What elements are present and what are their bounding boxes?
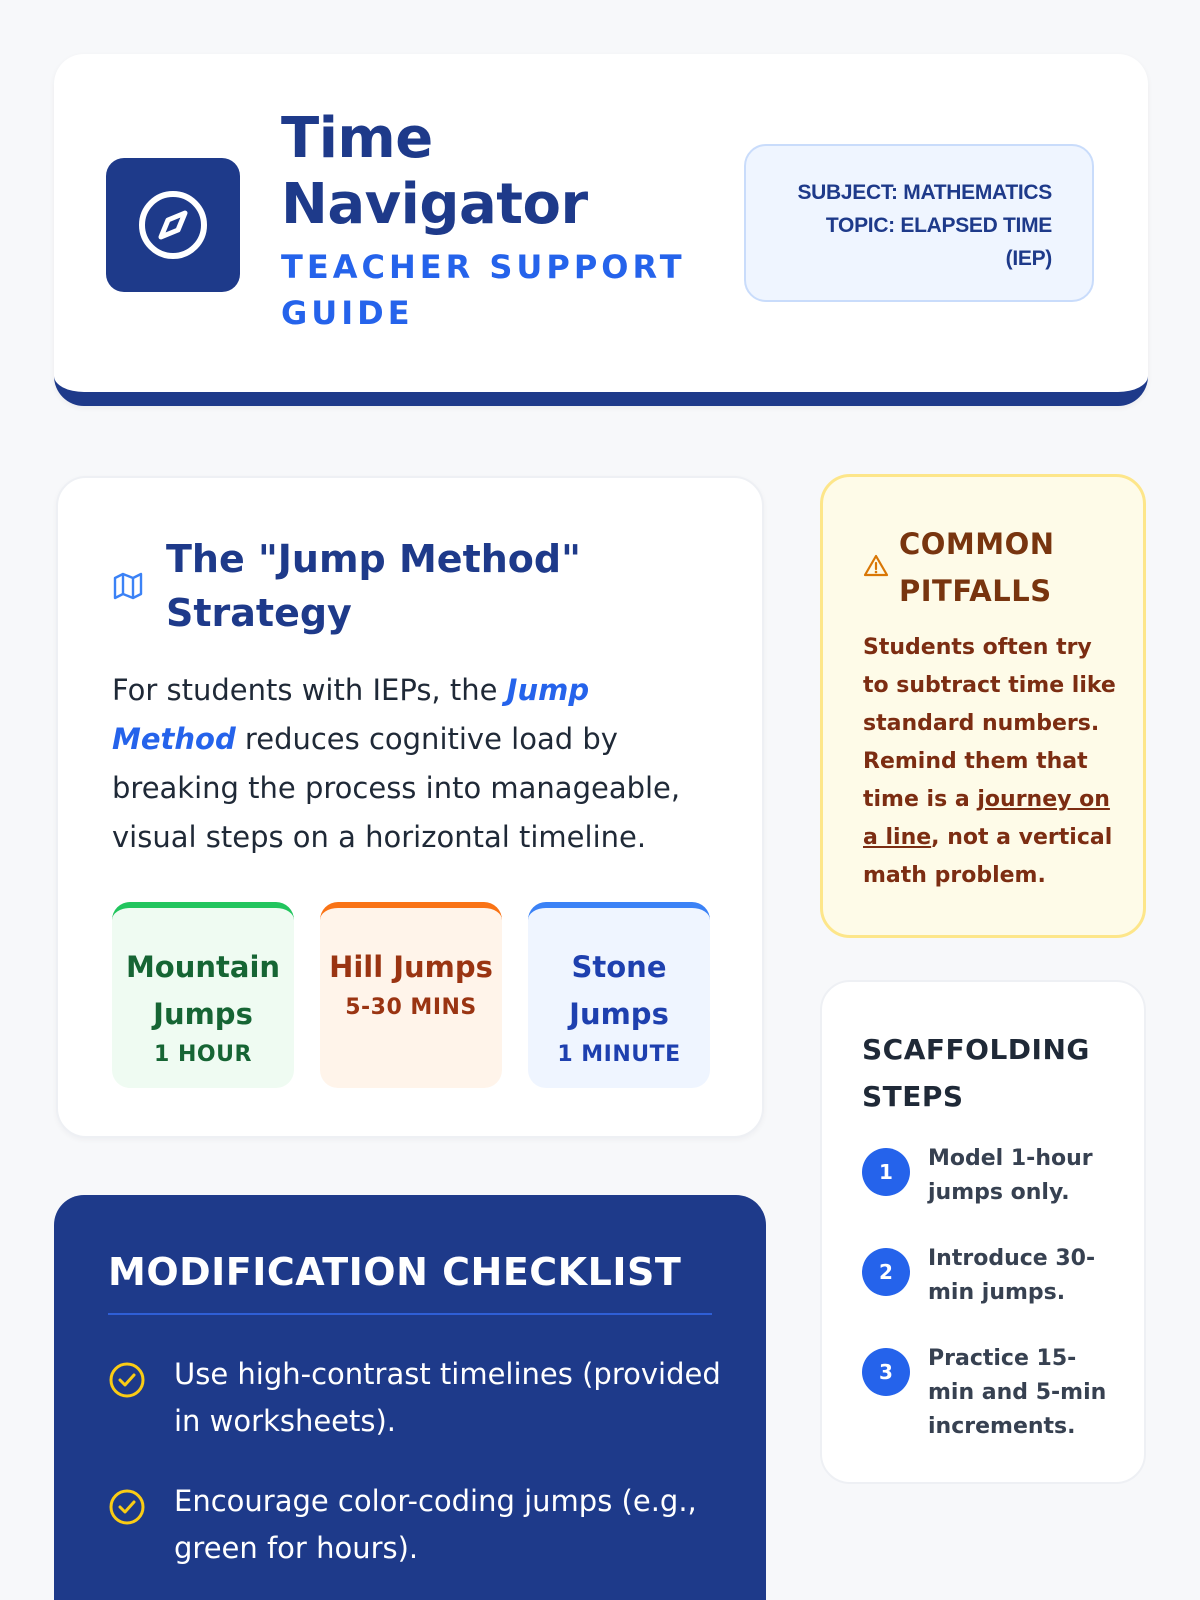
check-circle-icon [108, 1488, 146, 1526]
jump-value: 1 HOUR [154, 1042, 252, 1067]
strategy-card [56, 476, 764, 1138]
jump-value: 1 MINUTE [557, 1042, 681, 1067]
subject-badge [744, 144, 1094, 302]
page-title: Time Navigator [281, 106, 588, 237]
jump-value: 5-30 MINS [345, 995, 477, 1020]
strategy-text-start: For students with IEPs, the [112, 673, 507, 707]
pitfalls-text [863, 629, 1123, 895]
step-number-badge: 2 [862, 1248, 910, 1296]
jump-card-stone [528, 902, 710, 1088]
logo [106, 158, 240, 292]
step-text: Model 1-hour jumps only. [928, 1146, 1093, 1205]
compass-icon [136, 188, 210, 262]
step-text: Introduce 30-min jumps. [928, 1246, 1096, 1305]
warning-icon [863, 553, 889, 579]
strategy-description [112, 666, 722, 862]
strategy-text-end: reduces cognitive load by breaking the process into manageable, visual steps on a horizontal timeline. [112, 722, 681, 854]
step-text: Practice 15-min and 5-min increments. [928, 1346, 1107, 1439]
jump-name: Hill Jumps [329, 950, 493, 984]
jump-card-mountain [112, 902, 294, 1088]
strategy-emphasis: Jump Method [112, 673, 590, 756]
pitfalls-title: COMMON PITFALLS [899, 527, 1055, 608]
jump-name: Mountain Jumps [125, 950, 281, 1031]
scaffolding-card [820, 980, 1146, 1484]
pitfalls-text-start: Students often try to subtract time like standard numbers. Remind them that time is a [863, 635, 1116, 812]
step-number-badge: 3 [862, 1348, 910, 1396]
pitfalls-underline: journey on a line [863, 787, 1110, 850]
pitfalls-card [820, 474, 1146, 938]
step-number-badge: 1 [862, 1148, 910, 1196]
scaffolding-title: SCAFFOLDING STEPS [862, 1033, 1090, 1113]
header-card [54, 54, 1148, 406]
page-subtitle: TEACHER SUPPORT GUIDE [281, 248, 686, 332]
map-icon [112, 570, 144, 602]
pitfalls-text-end: , not a vertical math problem. [863, 825, 1113, 888]
topic-label: TOPIC: ELAPSED TIME (IEP) [825, 214, 1052, 270]
checklist-title: MODIFICATION CHECKLIST [108, 1247, 712, 1315]
subject-label: SUBJECT: MATHEMATICS [797, 181, 1052, 204]
check-circle-icon [108, 1361, 146, 1399]
checklist-item-text: Encourage color-coding jumps (e.g., green for hours). [174, 1484, 697, 1565]
checklist-item-text: Use high-contrast timelines (provided in worksheets). [174, 1357, 721, 1438]
strategy-title: The "Jump Method" Strategy [166, 537, 581, 635]
jump-card-hill [320, 902, 502, 1088]
jump-name: Stone Jumps [569, 950, 669, 1031]
checklist-card [54, 1195, 766, 1600]
